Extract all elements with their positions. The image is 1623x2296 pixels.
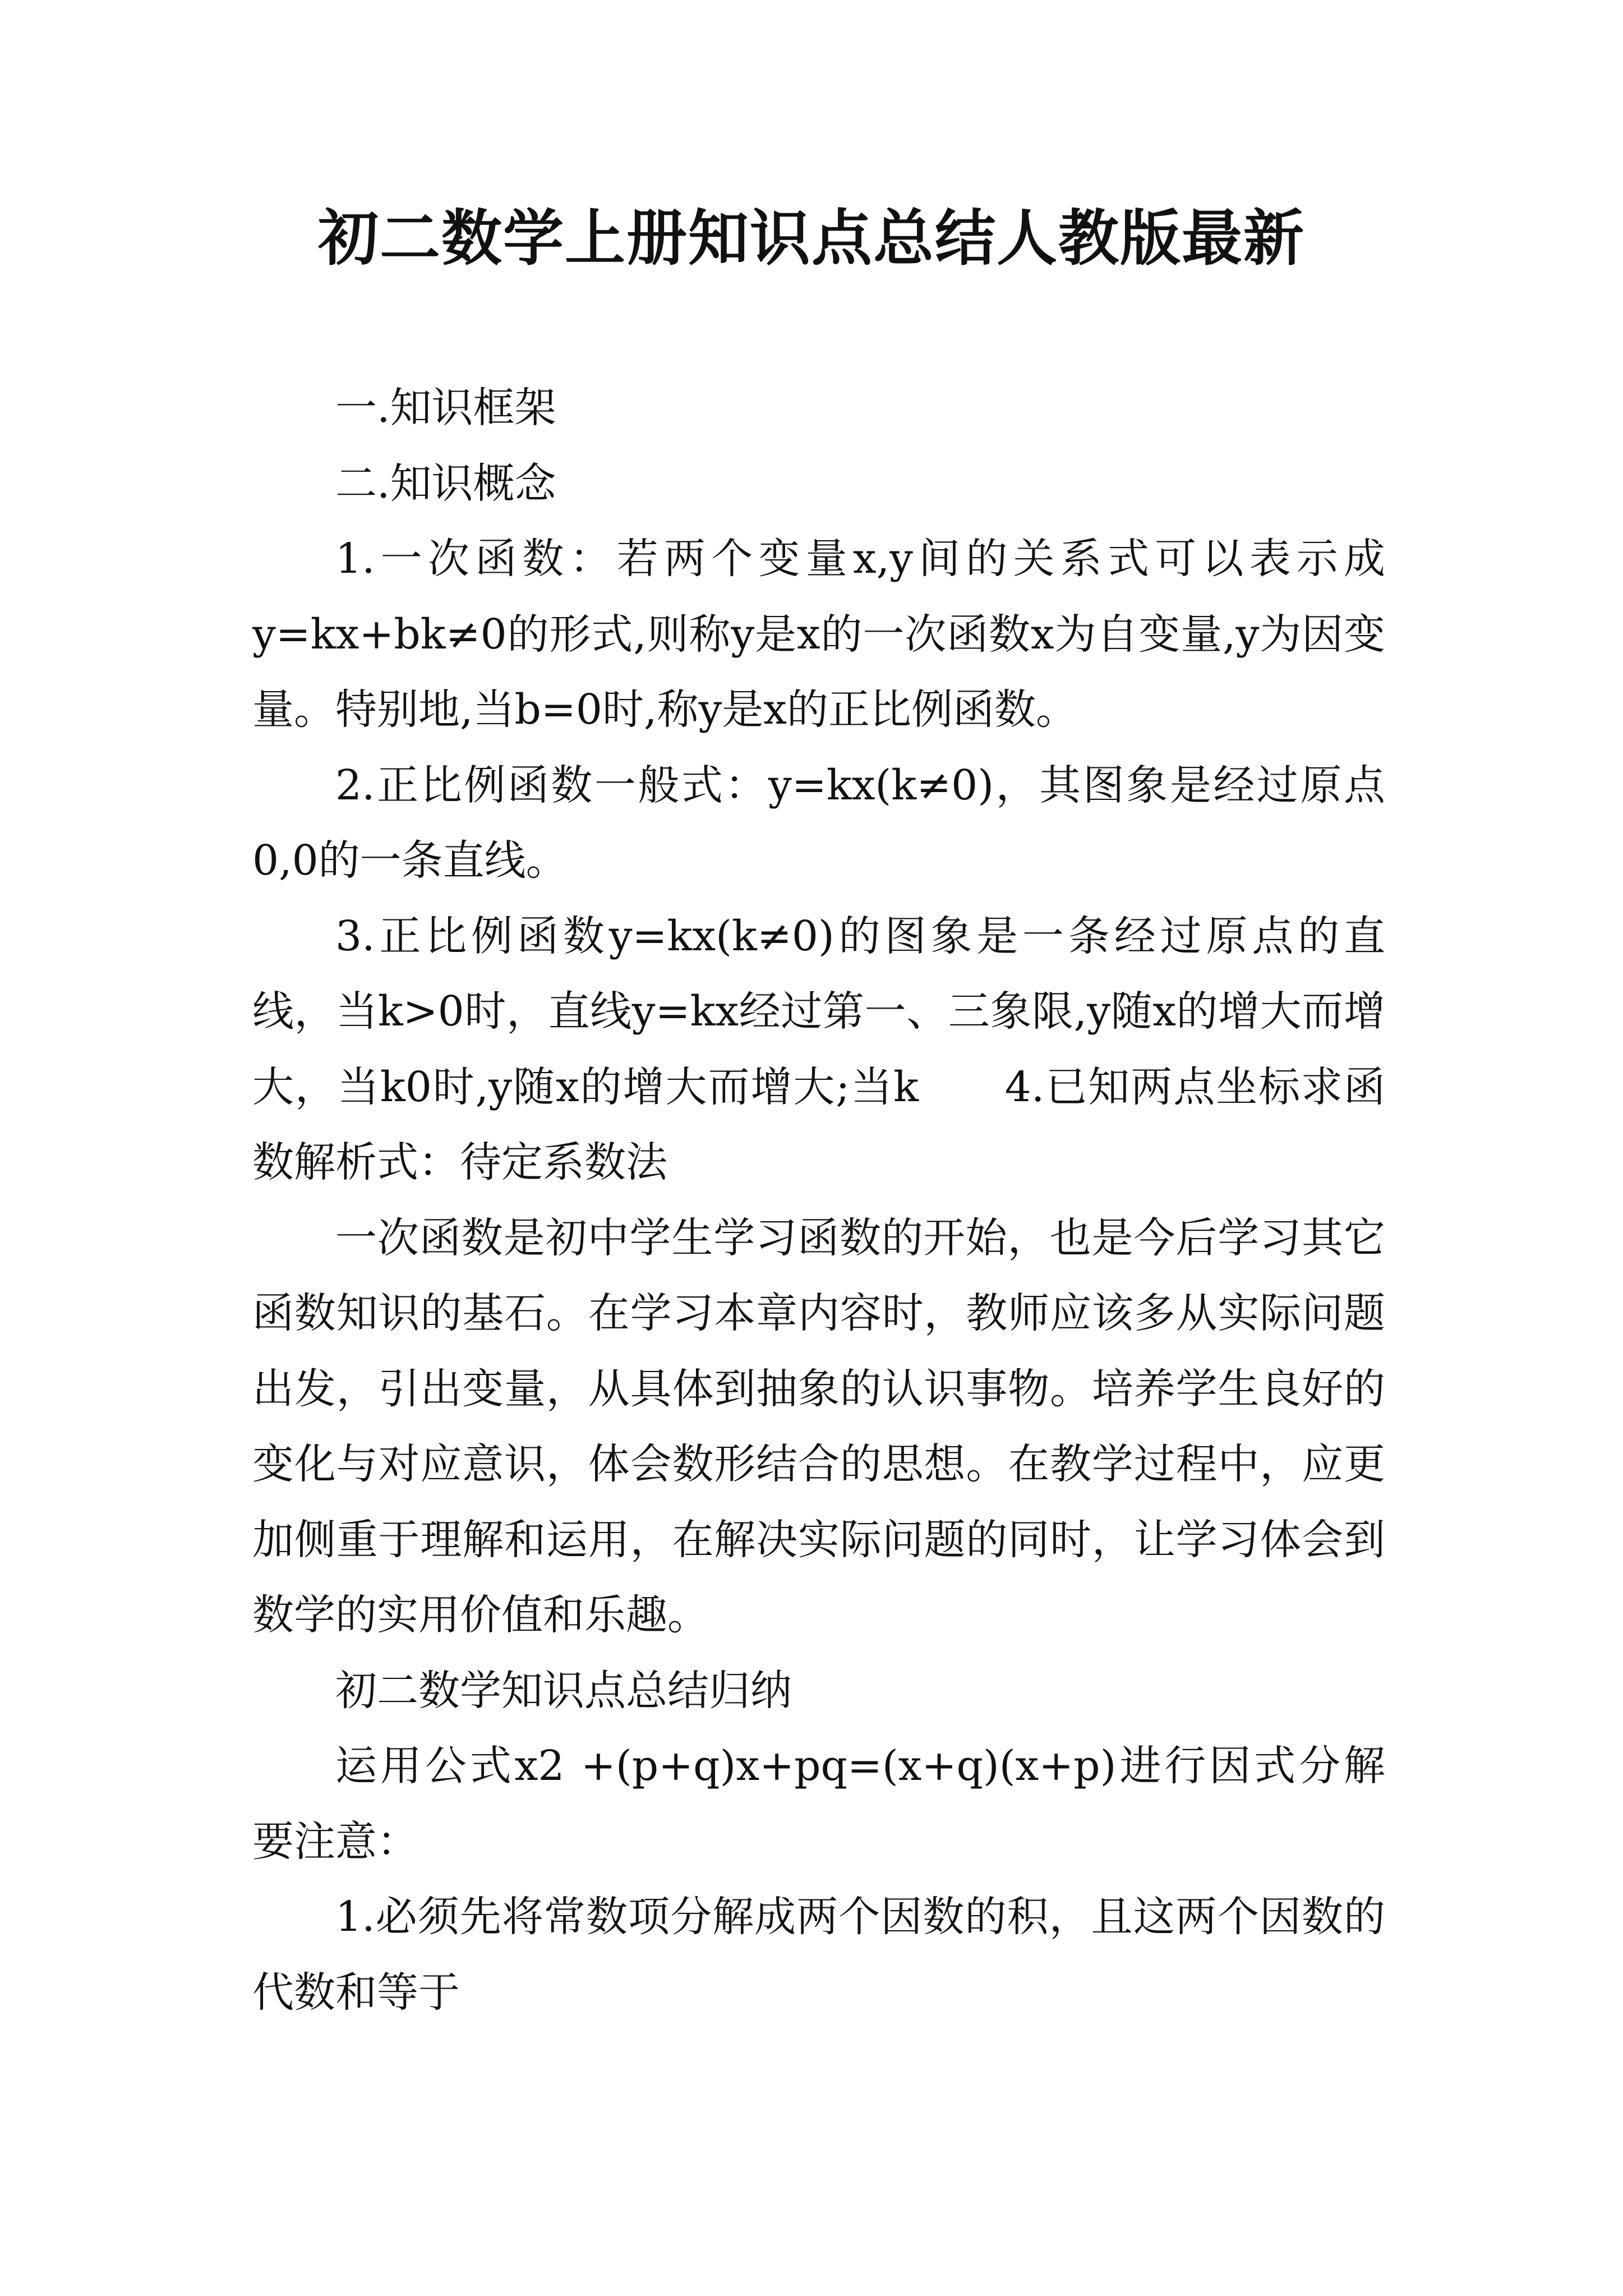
- document-body: [252, 370, 1385, 2030]
- paragraph-framework: 一.知识框架: [335, 384, 556, 432]
- paragraph-linear-function: 1.一次函数：若两个变量x,y间的关系式可以表示成y=kx+bk≠0的形式,则称y是x的一次函数x为自变量,y为因变量。特别地,当b=0时,称y是x的正比例函数。: [252, 535, 1385, 734]
- paragraph-concepts: 二.知识概念: [335, 459, 556, 508]
- paragraph-summary-heading: 初二数学知识点总结归纳: [335, 1666, 792, 1715]
- paragraph-factoring-formula: 运用公式x2 +(p+q)x+pq=(x+q)(x+p)进行因式分解要注意：: [252, 1742, 1385, 1866]
- document-title: 初二数学上册知识点总结人教版最新: [317, 203, 1305, 274]
- paragraph-teaching-notes: 一次函数是初中学生学习函数的开始，也是今后学习其它函数知识的基石。在学习本章内容时，教师应该多从实际问题出发，引出变量，从具体到抽象的认识事物。培养学生良好的变化与对应意识，体会数形结合的思想。在教学过程中，应更加侧重于理解和运用，在解决实际问题的同时，让学习体会到数学的实用价值和乐趣。: [252, 1213, 1385, 1639]
- paragraph-factoring-rule-1: 1.必须先将常数项分解成两个因数的积，且这两个因数的代数和等于: [252, 1893, 1385, 2017]
- paragraph-proportional-general: 2.正比例函数一般式：y=kx(k≠0)，其图象是经过原点0,0的一条直线。: [252, 761, 1385, 885]
- paragraph-proportional-graph: 3.正比例函数y=kx(k≠0)的图象是一条经过原点的直线，当k>0时，直线y=kx经过第一、三象限,y随x的增大而增大，当k0时,y随x的增大而增大;当k 4.已知两点坐标求函数解析式：待定系数法: [252, 912, 1385, 1186]
